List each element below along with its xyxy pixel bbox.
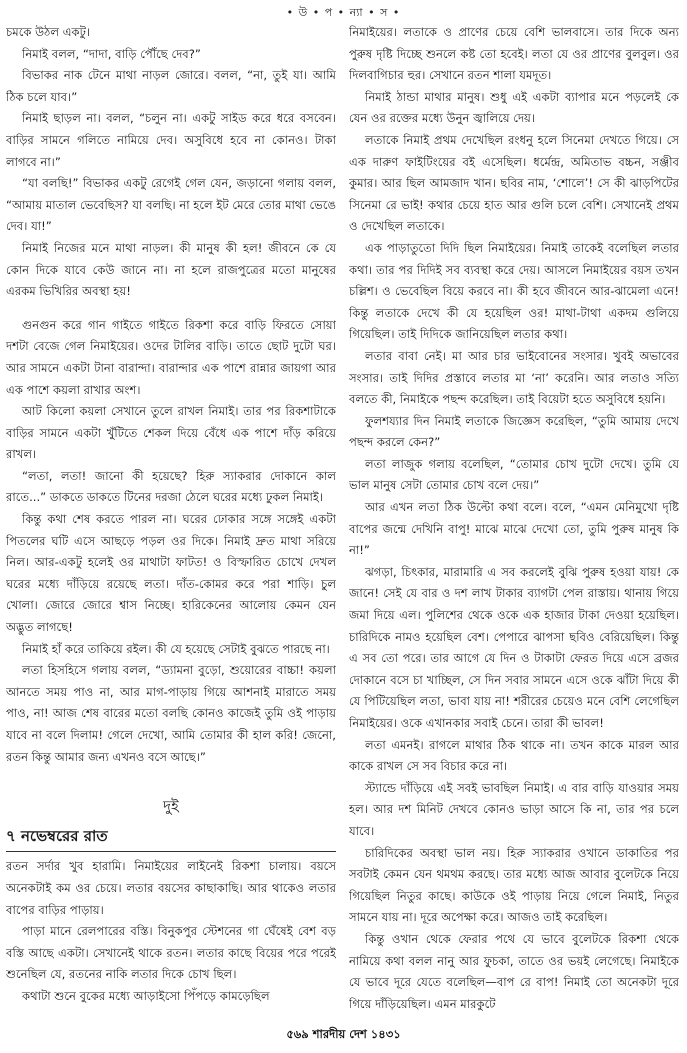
paragraph: নিমাই হাঁ করে তাকিয়ে রইল। কী যে হয়েছে সেটাই বুঝতে পারছে না। — [22, 641, 330, 656]
paragraph: লতার বাবা নেই। মা আর চার ভাইবোনের সংসার। খুবই অভাবের সংসার। তাই দিদির প্রস্তাবে লতার মা ‘না’ করেনি। আর লতাও সত্যি বলতে কী, নিমাইকে পছন্দ করেছিল। তাই বিয়েটা হতে অসুবিধে হয়নি। — [349, 348, 679, 407]
paragraph: নিমাইয়ের। লতাকে ও প্রাণের চেয়ে বেশি ভালবাসে। তার দিকে অন্য পুরুষ দৃষ্টি দিচ্ছে শুনলে কষ্ট তো হবেই। লতা যে ওর প্রাণের বুলবুল। ওর দিলবাগিচার হুর। সেখানে রতন শালা যমদূত। — [349, 25, 679, 83]
paragraph: কথাটা শুনে বুকের মধ্যে আড়াইসো পিঁপড়ে কামড়েছিল — [22, 988, 270, 1003]
paragraph: কিন্তু কথা শেষ করতে পারল না। ঘরের ঢোকার সঙ্গে সঙ্গেই একটা পিতলের ঘটি এসে আছড়ে পড়ল ওর দিকে। নিমাই দ্রুত মাথা সরিয়ে নিল। আর-একটু হলেই ওর মাথাটা ফাটত! ও বিস্ফারিত চোখে দেখল ঘরের মধ্যে দাঁড়িয়ে রয়েছে লতা। দাঁত-কোমর করে পরা শাড়ি। চুল খোলা। জোরে জোরে শ্বাস নিচ্ছে। হারিকেনের আলোয় কেমন যেন অদ্ভুত লাগছে! — [6, 512, 336, 635]
page-footer: ৫৬৯ শারদীয় দেশ ১৪৩১ — [286, 1027, 401, 1041]
paragraph: এক পাড়াতুতো দিদি ছিল নিমাইয়ের। নিমাই তাকেই বলেছিল লতার কথা। তার পর দিদিই সব ব্যবস্থা করে দেয়। আসলে নিমাইয়ের বয়স তখন চল্লিশ। ও ভেবেছিল বিয়ে করবে না। কী হবে জীবনে আর-ঝামেলা এনে! কিন্তু লতাকে দেখে কী যে হয়েছিল ওর! মাথা-টাথা একদম গুলিয়ে গিয়েছিল। তাই দিদিকে জানিয়েছিল লতার কথা। — [349, 240, 679, 342]
paragraph: লতা লাজুক গলায় বলেছিল, “তোমার চোখ দুটো দেখে। তুমি যে ভাল মানুষ সেটা তোমার চোখ বলে দেয়।” — [349, 456, 679, 493]
paragraph: “যা বলছি!” বিভাকর একটু রেগেই গেল যেন, জড়ানো গলায় বলল, “আমায় মাতাল ভেবেছিস? যা বলছি। না হলে ইট মেরে তোর মাথা ভেঙে দেব। যা!” — [6, 176, 336, 234]
paragraph: গুনগুন করে গান গাইতে গাইতে রিকশা করে বাড়ি ফিরতে সোয়া দশটা বেজে গেল নিমাইয়ের। ওদের টালির বাড়ি। তাতে ছোট দুটো ঘর। আর সামনে একটা টানা বারান্দা। বারান্দার এক পাশে রান্নার জায়গা আর এক পাশে কয়লা রাখার অংশ। — [6, 317, 336, 397]
paragraph: ঝগড়া, চিৎকার, মারামারি এ সব করলেই বুঝি পুরুষ হওয়া যায়! কে জানে! সেই যে বার ও দশ লাখ টাকার ব্যাগটা পেল রাস্তায়। থানায় গিয়ে জমা দিয়ে এল। পুলিশের থেকে ওকে এক হাজার টাকা দেওয়া হয়েছিল। চারিদিকে নামও হয়েছিল বেশ। পেপারে ঝাপসা ছবিও বেরিয়েছিল। কিন্তু এ সব তো পরে। তার আগে যে দিন ও টাকাটা ফেরত দিয়ে এসে ব্রজর দোকানে বসে চা খাচ্ছিল, সে দিন সবার সামনে এসে ওকে ঝাঁটা দিয়ে কী যে পিটিয়েছিল লতা, ভাবা যায় না! শরীরের চেয়েও মনে বেশি লেগেছিল নিমাইয়ের। ওকে এখানকার সবাই চেনে। তারা কী ভাবল! — [349, 564, 679, 730]
paragraph: চমকে উঠল একটু। — [6, 25, 91, 39]
paragraph: লতা এমনই। রাগলে মাথার ঠিক থাকে না। তখন কাকে মারল আর কাকে রাখল সে সব বিচার করে না। — [349, 737, 679, 774]
paragraph: আর এখন লতা ঠিক উল্টো কথা বলে। বলে, “এমন মেনিমুখো দৃষ্টি বাপের জন্মে দেখিনি বাপু! মাঝে মাঝে দেখো তো, তুমি পুরুষ মানুষ কি না!” — [349, 500, 679, 558]
left-column-paragraphs-2 — [6, 856, 336, 1007]
section-numeral: দুই — [163, 797, 179, 816]
paragraph: লতাকে নিমাই প্রথম দেখেছিল রংধনু হলে সিনেমা দেখতে গিয়ে। সে এক দারুণ ফাইটিংয়ের বই এসেছিল। ধর্মেন্দ্র, অমিতাভ বচ্চন, সঞ্জীব কুমার। আর ছিল আমজাদ খান। ছবির নাম, ‘শোলে’! সে কী ঝাড়পিটের সিনেমা রে ভাই! কথার চেয়ে হাত আর গুলি চলে বেশি। সেখানেই প্রথম ও দেখেছিল লতাকে। — [349, 132, 679, 234]
left-column-paragraphs — [6, 22, 336, 768]
paragraph: “লতা, লতা! জানো কী হয়েছে? হিরু স্যাকরার দোকানে কাল রাতে...” ডাকতে ডাকতে টিনের দরজা ঠেলে ঘরের মধ্যে ঢুকল নিমাই। — [6, 468, 336, 505]
left-column — [6, 22, 336, 1022]
running-header: • উ • প • ন্যা • স • — [286, 6, 401, 19]
paragraph: ফুলশয্যার দিন নিমাই লতাকে জিজ্ঞেস করেছিল, “তুমি আমায় দেখে পছন্দ করলে কেন?” — [349, 413, 679, 450]
right-column — [349, 22, 679, 1022]
paragraph: স্ট্যান্ডে দাঁড়িয়ে এই সবই ভাবছিল নিমাই। এ বার বাড়ি যাওয়ার সময় হল। আর দশ মিনিট দেখবে কোনও ভাড়া আসে কি না, তার পর চলে যাবে। — [349, 780, 679, 838]
paragraph: রতন সর্দার খুব হারামি। নিমাইয়ের লাইনেই রিকশা চালায়। বয়সে অনেকটাই কম ওর চেয়ে। লতার বয়সের কাছাকাছি। আর থাকেও লতার বাপের বাড়ির পাড়ায়। — [6, 859, 336, 917]
paragraph: পাড়া মানে রেলপারের বস্তি। বিনুকপুর স্টেশনের গা ঘেঁষেই বেশ বড় বস্তি আছে একটা। সেখানেই থাকে রতন। লতার কাছে বিয়ের পরে পরেই শুনেছিল যে, রতনের নাকি লতার দিকে চোখ ছিল। — [6, 924, 336, 982]
paragraph: নিমাই বলল, “দাদা, বাড়ি পৌঁছে দেব?” — [22, 46, 201, 61]
paragraph: নিমাই ঠান্ডা মাথার মানুষ। শুধু এই একটা ব্যাপার মনে পড়লেই কে যেন ওর রক্তের মধ্যে উনুন জ্বালিয়ে দেয়। — [349, 89, 679, 126]
paragraph: নিমাই নিজের মনে মাথা নাড়ল। কী মানুষ কী হল! জীবনে কে যে কোন দিকে যাবে কেউ জানে না। না হলে রাজপুত্রের মতো মানুষের এরকম ভিখিরির অবস্থা হয়! — [6, 240, 336, 299]
paragraph: আট কিলো কয়লা সেখানে তুলে রাখল নিমাই। তার পর রিকশাটাকে বাড়ির সামনে একটা খুঁটিতে শেকল দিয়ে বেঁধে এক পাশে দাঁড় করিয়ে রাখল। — [6, 404, 336, 462]
paragraph: বিভাকর নাক টেনে মাথা নাড়ল জোরে। বলল, “না, তুই যা। আমি ঠিক চলে যাব।” — [6, 68, 336, 104]
paragraph: কিন্তু ওখান থেকে ফেরার পথে যে ভাবে বুলেটকে রিকশা থেকে নামিয়ে কথা বলল নানু আর ফুচকা, তাতে ওর ভয়ই লেগেছে। নিমাইকে যে ভাবে দূরে যেতে বলেছিল—বাপ রে বাপ! নিমাই তো অনেকটা দূরে গিয়ে দাঁড়িয়েছিল। এমন মারকুটে — [349, 931, 679, 1011]
chapter-rule — [6, 851, 336, 852]
chapter-title: ৭ নভেম্বরের রাত — [6, 826, 108, 845]
paragraph: নিমাই ছাড়ল না। বলল, “চলুন না। একটু সাইড করে ধরে বসবেন। বাড়ির সামনে গলিতে নামিয়ে দেব। অসুবিধে হবে না কোনও। টাকা লাগবে না।” — [6, 111, 336, 169]
paragraph: চারিদিকের অবস্থা ভাল নয়। হিরু স্যাকরার ওখানে ডাকাতির পর সবটাই কেমন যেন থমথম করছে। তার মধ্যে আজ আবার বুলেটকে নিয়ে গিয়েছিল নিতুর কাছে। কাউকে ওই পাড়ায় নিয়ে গেলে নিমাই, নিতুর সামনে যায় না। দূরে অপেক্ষা করে। আজও তাই করেছিল। — [349, 845, 679, 925]
right-column-paragraphs — [349, 22, 679, 1015]
paragraph: লতা হিসহিসে গলায় বলল, “ড্যামনা বুড়ো, শুয়োরের বাচ্চা! কয়লা আনতে সময় পাও না, আর মাগ-পাড়ায় গিয়ে আশনাই মারাতে সময় পাও, না! আজ শেষ বারের মতো বলছি কোনও কাজেই তুমি ওই পাড়ায় যাবে না বলে দিলাম! গেলে দেখো, আমি তোমার কী হাল করি! জেনো, রতন কিন্তু আমার জন্য এখনও বসে আছে।” — [6, 663, 336, 764]
